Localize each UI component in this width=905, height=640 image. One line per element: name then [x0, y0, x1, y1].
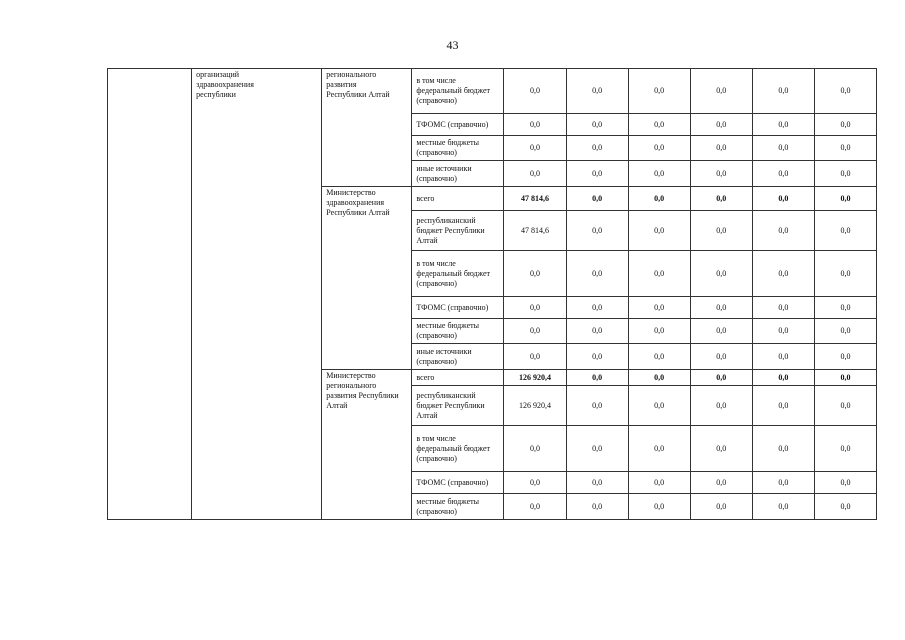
- amount-cell: 0,0: [690, 69, 752, 114]
- amount-cell: 126 920,4: [504, 386, 566, 426]
- amount-cell: 0,0: [814, 319, 876, 344]
- amount-cell: 0,0: [566, 426, 628, 472]
- amount-cell: 0,0: [690, 386, 752, 426]
- amount-cell: 0,0: [566, 319, 628, 344]
- amount-cell: 0,0: [504, 136, 566, 161]
- amount-cell: 0,0: [690, 494, 752, 520]
- funding-source-cell: ТФОМС (справочно): [412, 472, 504, 494]
- amount-cell: 0,0: [814, 136, 876, 161]
- amount-cell: 0,0: [814, 472, 876, 494]
- amount-cell: 0,0: [814, 494, 876, 520]
- amount-cell: 0,0: [690, 319, 752, 344]
- amount-cell: 0,0: [504, 426, 566, 472]
- amount-cell: 0,0: [814, 344, 876, 370]
- funding-source-cell: местные бюджеты (справочно): [412, 136, 504, 161]
- amount-cell: 0,0: [752, 297, 814, 319]
- amount-cell: 0,0: [566, 386, 628, 426]
- amount-cell: 0,0: [504, 297, 566, 319]
- funding-source-cell: ТФОМС (справочно): [412, 297, 504, 319]
- amount-cell: 0,0: [752, 161, 814, 187]
- amount-cell: 0,0: [814, 161, 876, 187]
- amount-cell: 0,0: [752, 386, 814, 426]
- amount-cell: 0,0: [752, 251, 814, 297]
- amount-cell: 0,0: [566, 69, 628, 114]
- funding-source-cell: республиканский бюджет Республики Алтай: [412, 211, 504, 251]
- amount-cell: 0,0: [566, 297, 628, 319]
- funding-source-cell: местные бюджеты (справочно): [412, 319, 504, 344]
- amount-cell: 0,0: [566, 494, 628, 520]
- amount-cell: 0,0: [752, 344, 814, 370]
- funding-source-cell: в том числе федеральный бюджет (справочно): [412, 426, 504, 472]
- amount-cell: 0,0: [690, 136, 752, 161]
- amount-cell: 0,0: [566, 344, 628, 370]
- amount-cell: 0,0: [752, 319, 814, 344]
- funding-source-cell: местные бюджеты (справочно): [412, 494, 504, 520]
- amount-cell: 0,0: [628, 386, 690, 426]
- amount-cell: 0,0: [752, 114, 814, 136]
- amount-cell: 0,0: [752, 426, 814, 472]
- executor-cell: Министерство здравоохранения Республики Алтай: [322, 187, 412, 370]
- amount-cell: 47 814,6: [504, 211, 566, 251]
- amount-cell: 0,0: [628, 426, 690, 472]
- amount-cell: 0,0: [628, 472, 690, 494]
- amount-cell: 0,0: [690, 211, 752, 251]
- amount-cell: 0,0: [628, 114, 690, 136]
- funding-source-cell: иные источники (справочно): [412, 161, 504, 187]
- amount-cell: 0,0: [628, 251, 690, 297]
- budget-table: [107, 68, 877, 520]
- amount-cell: 0,0: [814, 370, 876, 386]
- funding-source-cell: иные источники (справочно): [412, 344, 504, 370]
- amount-cell: 0,0: [814, 386, 876, 426]
- executor-cell: Министерство регионального развития Республики Алтай: [322, 370, 412, 520]
- amount-cell: 0,0: [566, 161, 628, 187]
- amount-cell: 0,0: [752, 69, 814, 114]
- amount-cell: 0,0: [504, 69, 566, 114]
- amount-cell: 0,0: [814, 211, 876, 251]
- amount-cell: 0,0: [566, 251, 628, 297]
- amount-cell: 0,0: [628, 136, 690, 161]
- amount-cell: 0,0: [566, 136, 628, 161]
- amount-cell: 47 814,6: [504, 187, 566, 211]
- amount-cell: 0,0: [566, 114, 628, 136]
- amount-cell: 0,0: [566, 211, 628, 251]
- amount-cell: 0,0: [628, 319, 690, 344]
- amount-cell: 0,0: [504, 494, 566, 520]
- funding-source-cell: всего: [412, 187, 504, 211]
- amount-cell: 0,0: [752, 136, 814, 161]
- amount-cell: 0,0: [814, 297, 876, 319]
- amount-cell: 0,0: [752, 494, 814, 520]
- funding-source-cell: всего: [412, 370, 504, 386]
- amount-cell: 0,0: [690, 370, 752, 386]
- amount-cell: 0,0: [690, 161, 752, 187]
- funding-source-cell: в том числе федеральный бюджет (справочно): [412, 251, 504, 297]
- amount-cell: 0,0: [628, 494, 690, 520]
- amount-cell: 0,0: [814, 187, 876, 211]
- amount-cell: 0,0: [628, 187, 690, 211]
- amount-cell: 0,0: [814, 251, 876, 297]
- amount-cell: 0,0: [690, 114, 752, 136]
- amount-cell: 0,0: [504, 319, 566, 344]
- amount-cell: 0,0: [690, 426, 752, 472]
- amount-cell: 0,0: [690, 187, 752, 211]
- amount-cell: 0,0: [566, 187, 628, 211]
- amount-cell: 0,0: [752, 211, 814, 251]
- page-number: 43: [446, 38, 459, 52]
- amount-cell: 0,0: [504, 251, 566, 297]
- table-row: [108, 69, 877, 114]
- amount-cell: 0,0: [504, 114, 566, 136]
- amount-cell: 0,0: [814, 69, 876, 114]
- funding-source-cell: в том числе федеральный бюджет (справочно): [412, 69, 504, 114]
- amount-cell: 0,0: [690, 297, 752, 319]
- amount-cell: 0,0: [504, 161, 566, 187]
- funding-source-cell: ТФОМС (справочно): [412, 114, 504, 136]
- empty-number-cell: [108, 69, 192, 520]
- amount-cell: 0,0: [628, 344, 690, 370]
- amount-cell: 0,0: [690, 251, 752, 297]
- amount-cell: 0,0: [628, 297, 690, 319]
- amount-cell: 0,0: [690, 472, 752, 494]
- amount-cell: 0,0: [504, 344, 566, 370]
- amount-cell: 126 920,4: [504, 370, 566, 386]
- amount-cell: 0,0: [628, 161, 690, 187]
- amount-cell: 0,0: [566, 472, 628, 494]
- amount-cell: 0,0: [814, 114, 876, 136]
- amount-cell: 0,0: [628, 211, 690, 251]
- amount-cell: 0,0: [504, 472, 566, 494]
- funding-source-cell: республиканский бюджет Республики Алтай: [412, 386, 504, 426]
- amount-cell: 0,0: [752, 472, 814, 494]
- amount-cell: 0,0: [566, 370, 628, 386]
- amount-cell: 0,0: [814, 426, 876, 472]
- amount-cell: 0,0: [752, 187, 814, 211]
- amount-cell: 0,0: [628, 69, 690, 114]
- amount-cell: 0,0: [690, 344, 752, 370]
- amount-cell: 0,0: [628, 370, 690, 386]
- amount-cell: 0,0: [752, 370, 814, 386]
- executor-cell: регионального развития Республики Алтай: [322, 69, 412, 187]
- activity-name-cell: организаций здравоохранения республики: [192, 69, 322, 520]
